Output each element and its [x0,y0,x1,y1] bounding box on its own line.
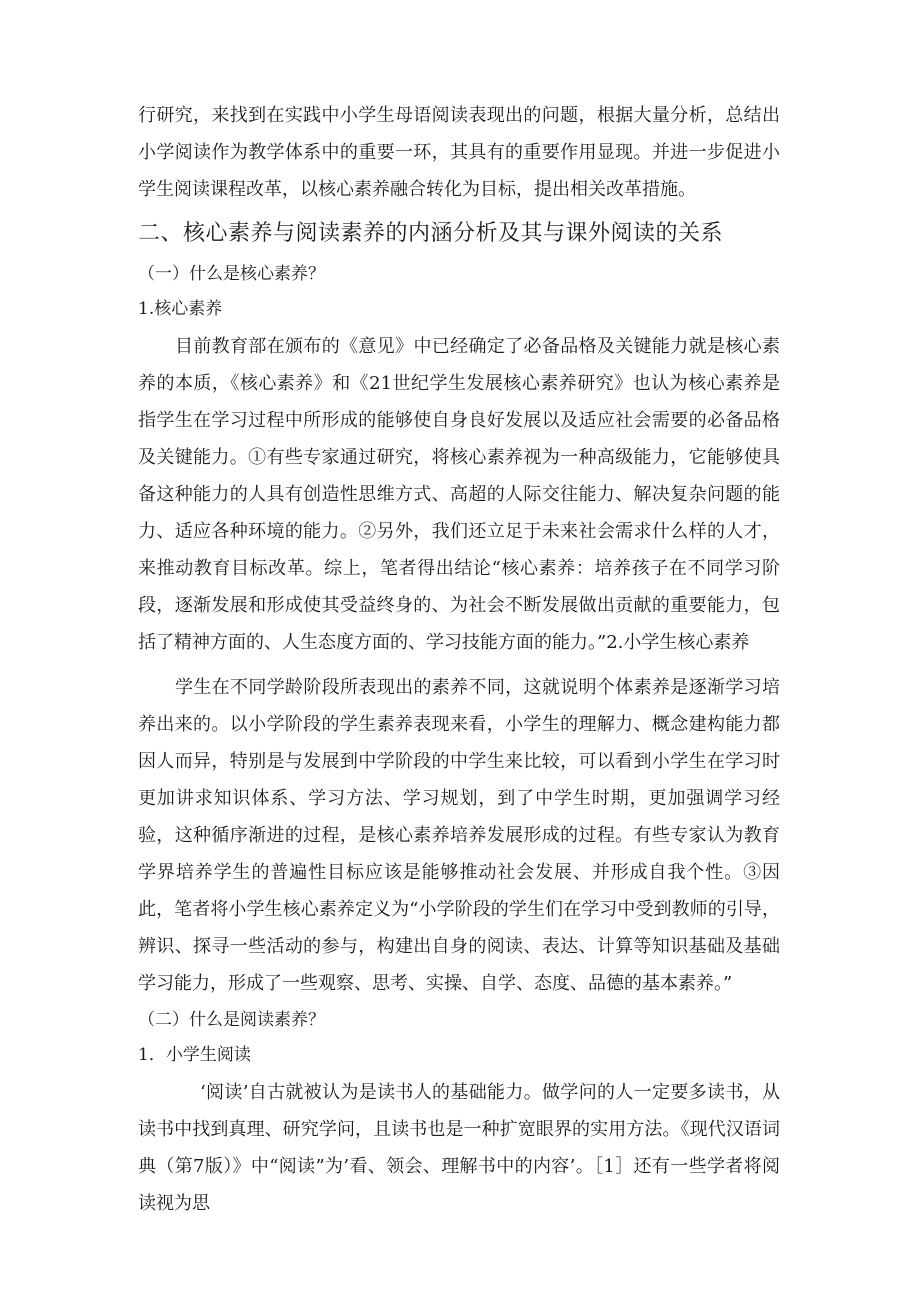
paragraph-student-literacy: 学生在不同学龄阶段所表现出的素养不同，这就说明个体素养是逐渐学习培养出来的。以小学阶段的学生素养表现来看，小学生的理解力、概念建构能力都因人而异，特别是与发展到中学阶段的中学生来比较，可以看到小学生在学习时更加讲求知识体系、学习方法、学习规划，到了中学生时期，更加强调学习经验，这种循序渐进的过程，是核心素养培养发展形成的过程。有些专家认为教育学界培养学生的普遍性目标应该是能够推动社会发展、并形成自我个性。③因此，笔者将小学生核心素养定义为“小学阶段的学生们在学习中受到教师的引导，辨识、探寻一些活动的参与，构建出自身的阅读、表达、计算等知识基础及基础学习能力，形成了一些观察、思考、实操、自学、态度、品德的基本素养。” [138,677,780,994]
document-page [138,97,780,1222]
section-heading: 二、核心素养与阅读素养的内涵分析及其与课外阅读的关系 [138,221,724,246]
subsection-heading-core-literacy: （一）什么是核心素养？ [138,264,325,284]
subsection-heading-reading-literacy: （二）什么是阅读素养？ [138,1010,325,1030]
item-heading-core-literacy: 1.核心素养 [138,299,223,319]
intro-paragraph: 行研究，来找到在实践中小学生母语阅读表现出的问题，根据大量分析，总结出小学阅读作为教学体系中的重要一环，其具有的重要作用显现。并进一步促进小学生阅读课程改革，以核心素养融合转化为目标，提出相关改革措施。 [138,105,780,200]
paragraph-reading: ‘阅读’自古就被认为是读书人的基础能力。做学问的人一定要多读书，从读书中找到真理、研究学问，且读书也是一种扩宽眼界的实用方法。《现代汉语词典（第7版）》中“阅读”为’看、领会、理解书中的内容’。［1］还有一些学者将阅读视为思 [138,1082,780,1214]
item-heading-student-reading: 1．小学生阅读 [138,1045,251,1065]
paragraph-core-literacy: 目前教育部在颁布的《意见》中已经确定了必备品格及关键能力就是核心素养的本质，《核心素养》和《21世纪学生发展核心素养研究》也认为核心素养是指学生在学习过程中所形成的能够使自身良好发展以及适应社会需要的必备品格及关键能力。①有些专家通过研究，将核心素养视为一种高级能力，它能够使具备这种能力的人具有创造性思维方式、高超的人际交往能力、解决复杂问题的能力、适应各种环境的能力。②另外，我们还立足于未来社会需求什么样的人才，来推动教育目标改革。综上，笔者得出结论“核心素养：培养孩子在不同学习阶段，逐渐发展和形成使其受益终身的、为社会不断发展做出贡献的重要能力，包括了精神方面的、人生态度方面的、学习技能方面的能力。”2.小学生核心素养 [138,336,780,653]
paragraph-gap [138,661,780,669]
